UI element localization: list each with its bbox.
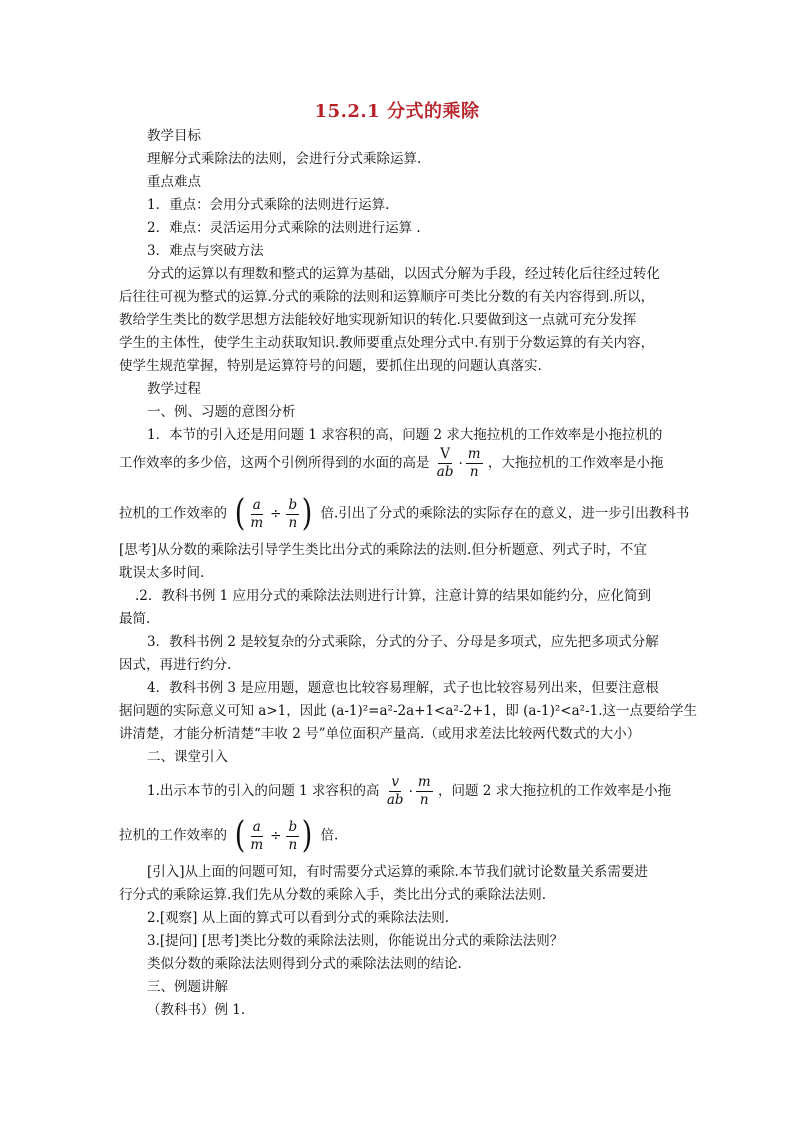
text-segment: 拉机的工作效率的 [119,505,227,522]
text-segment: 工作效率的多少倍，这两个引例所得到的水面的高是 [119,455,430,471]
paragraph-line: 教给学生类比的数学思想方法能较好地实现新知识的转化.只要做到这一点就可充分发挥 [119,312,637,328]
denominator: ab [436,464,454,480]
fraction-a-over-m [248,497,265,532]
denominator: n [419,792,429,808]
paragraph-line: 分式的运算以有理数和整式的运算为基础，以因式分解为手段，经过转化后往经过转化 [147,266,660,282]
paragraph-line: 3.[提问] [思考]类比分数的乘除法法则，你能说出分式的乘除法法则？ [147,933,564,949]
paragraph-line: [引入]从上面的问题可知，有时需要分式运算的乘除.本节我们就讨论数量关系需要进 [147,864,648,880]
paragraph-line-with-formula [147,774,671,809]
paragraph-line-with-formula [119,446,663,481]
paragraph-line: 行分式的乘除运算.我们先从分数的乘除入手，类比出分式的乘除法法则. [119,887,547,903]
paragraph-line: 4．教科书例 3 是应用题，题意也比较容易理解，式子也比较容易列出来，但要注意根 [147,680,659,696]
right-paren: ) [301,493,313,534]
paragraph-line: 因式，再进行约分. [119,657,232,673]
text-segment: 1.出示本节的引入的问题 1 求容积的高 [147,783,380,799]
numerator: b [288,818,298,835]
multiply-dot: · [458,455,463,472]
paragraph-line: 3．教科书例 2 是较复杂的分式乘除，分式的分子、分母是多项式，应先把多项式分解 [147,634,659,650]
paragraph-line: 耽误太多时间. [119,565,205,581]
parenthesized-ratio [233,815,314,856]
denominator: n [469,464,479,480]
text-segment: ，问题 2 求大拖拉机的工作效率是小拖 [437,783,672,799]
denominator: m [250,836,264,853]
right-paren: ) [301,815,313,856]
section-heading: 三、例题讲解 [147,979,228,995]
text-segment: ，大拖拉机的工作效率是小拖 [487,455,664,471]
fraction-b-over-n [286,497,299,532]
text-segment: 倍. [320,827,339,844]
paragraph-line: 2.[观察] 从上面的算式可以看到分式的乘除法法则. [147,910,449,926]
numerator: b [288,496,298,513]
numerator: v [391,774,400,790]
paragraph-line: 1．本节的引入还是用问题 1 求容积的高，问题 2 求大拖拉机的工作效率是小拖拉机的 [147,427,663,443]
multiply-dot: · [408,783,413,800]
heading-teaching-goals: 教学目标 [147,128,201,144]
numerator: V [440,446,451,462]
heading-teaching-process: 教学过程 [147,381,201,397]
fraction-a-over-m [248,819,265,854]
divide-sign: ÷ [270,506,282,522]
paragraph-line: 据问题的实际意义可知 a>1，因此 (a-1)²=a²-2a+1<a²-2+1，即 (a-1)²<a²-1.这一点要给学生 [119,703,698,719]
text-segment: 倍.引出了分式的乘除法的实际存在的意义，进一步引出教科书 [320,505,690,522]
numerator: m [467,446,481,462]
fraction-m-over-n [466,446,483,481]
section-heading: 二、课堂引入 [147,749,228,765]
parenthesized-ratio [233,493,314,534]
text-line: 2．难点：灵活运用分式乘除的法则进行运算 . [147,220,421,236]
paragraph-line: .2．教科书例 1 应用分式的乘除法法则进行计算，注意计算的结果如能约分，应化简到 [135,588,652,604]
paragraph-line: 使学生规范掌握，特别是运算符号的问题，要抓住出现的问题认真落实. [119,358,542,374]
left-paren: ( [235,815,246,856]
paragraph-line: 类似分数的乘除法法则得到分式的乘除法法则的结论. [147,956,462,972]
paragraph-line: 讲清楚，才能分析清楚“丰收 2 号”单位面积产量高.（或用求差法比较两代数式的大小） [119,726,641,742]
paragraph-line: [思考]从分数的乘除法引导学生类比出分式的乘除法的法则.但分析题意、列式子时，不宜 [119,542,647,558]
fraction-b-over-n [286,819,299,854]
paragraph-line-with-formula [119,815,339,856]
denominator: n [288,836,298,853]
page-title: 15.2.1 分式的乘除 [314,101,480,122]
numerator: a [252,818,261,835]
fraction-v-over-ab [385,774,406,809]
denominator: n [288,514,298,531]
left-paren: ( [235,493,246,534]
fraction-v-over-ab [435,446,456,481]
text-segment: 拉机的工作效率的 [119,827,227,844]
numerator: a [252,496,261,513]
text-line: 1．重点：会用分式乘除的法则进行运算. [147,197,390,213]
paragraph-line: （教科书）例 1. [147,1002,246,1018]
numerator: m [417,774,431,790]
heading-key-points: 重点难点 [147,174,201,190]
paragraph-line: 后往往可视为整式的运算.分式的乘除的法则和运算顺序可类比分数的有关内容得到.所以， [119,289,655,305]
divide-sign: ÷ [270,828,282,844]
paragraph-line-with-formula [119,493,690,534]
section-heading: 一、例、习题的意图分析 [147,404,296,420]
paragraph-line: 最简. [119,611,151,627]
denominator: ab [386,792,404,808]
text-line: 理解分式乘除法的法则，会进行分式乘除运算. [147,151,422,167]
fraction-m-over-n [416,774,433,809]
paragraph-line: 学生的主体性，使学生主动获取知识.教师要重点处理分式中.有别于分数运算的有关内容， [119,335,655,351]
denominator: m [250,514,264,531]
text-line: 3．难点与突破方法 [147,243,264,259]
